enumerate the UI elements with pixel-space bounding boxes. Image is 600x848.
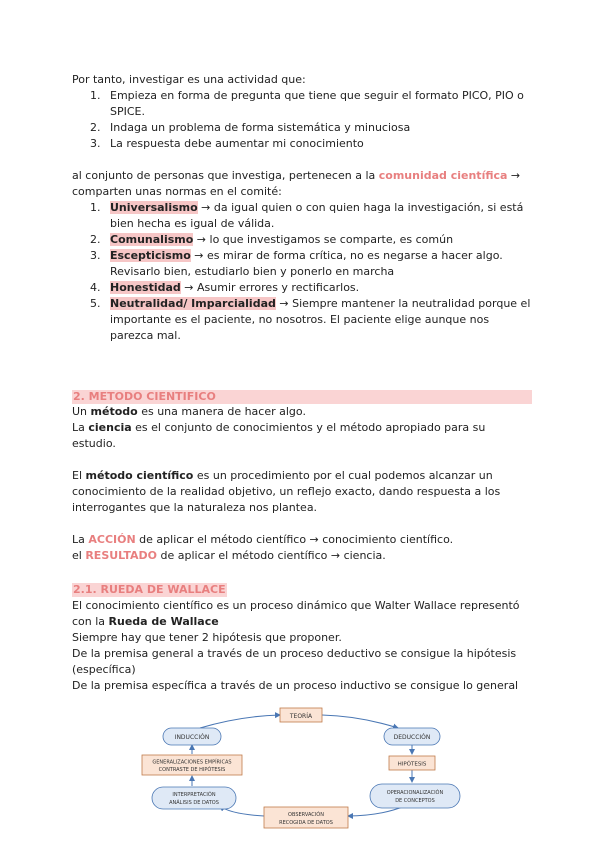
list-item: 2. Comunalismo → lo que investigamos se comparte, es común	[90, 233, 454, 246]
operacionalizacion-label-1: OPERACIONALIZACIÓN	[386, 790, 444, 796]
investigation-section	[72, 72, 532, 152]
section-heading: 2. METODO CIENTIFICO	[72, 390, 532, 404]
deduccion-label: DEDUCCIÓN	[393, 734, 431, 741]
induccion-label: INDUCCIÓN	[174, 734, 210, 741]
paragraph: De la premisa específica a través de un proceso inductivo se consigue lo general	[72, 679, 519, 692]
norms-list	[72, 200, 532, 344]
operacionalizacion-oval	[370, 784, 460, 808]
paragraph: el RESULTADO de aplicar el método científico → ciencia.	[72, 549, 386, 562]
community-term: comunidad científica	[378, 169, 508, 182]
observacion-label-2: RECOGIDA DE DATOS	[279, 820, 333, 826]
paragraph: La ciencia es el conjunto de conocimientos y el método apropiado para su estudio.	[72, 421, 486, 450]
paragraph: El método científico es un procedimiento por el cual podemos alcanzar un conocimiento de la realidad objetivo, un reflejo exacto, dando respuesta a los interrogantes que la naturaleza nos plantea.	[72, 469, 501, 514]
community-section	[72, 168, 532, 344]
observacion-label-1: OBSERVACIÓN	[288, 812, 324, 818]
list-item: 3. La respuesta debe aumentar mi conocimiento	[90, 137, 364, 150]
arrow-teoria-deduccion	[322, 715, 398, 728]
generalizaciones-label-1: GENERALIZACIONES EMPÍRICAS	[152, 759, 232, 766]
list-item: 1. Universalismo → da igual quien o con quien haga la investigación, si está bien hecha es igual de válida.	[90, 201, 524, 230]
generalizaciones-label-2: CONTRASTE DE HIPÓTESIS	[158, 767, 226, 773]
interpretacion-label-2: ANÁLISIS DE DATOS	[169, 800, 219, 806]
paragraph: La ACCIÓN de aplicar el método científico → conocimiento científico.	[72, 533, 454, 546]
hipotesis-label: HIPÓTESIS	[397, 761, 427, 768]
list-item: 1. Empieza en forma de pregunta que tiene que seguir el formato PICO, PIO o SPICE.	[90, 89, 524, 118]
intro-text: Por tanto, investigar es una actividad que:	[72, 73, 306, 86]
paragraph: De la premisa general a través de un proceso deductivo se consigue la hipótesis (específica)	[72, 647, 517, 676]
teoria-label: TEORÍA	[289, 713, 313, 720]
investigation-list	[72, 88, 532, 152]
section-heading: 2.1. RUEDA DE WALLACE	[73, 583, 226, 596]
list-item: 4. Honestidad → Asumir errores y rectificarlos.	[90, 281, 360, 294]
arrow-induccion-teoria	[200, 715, 280, 728]
scientific-method-section	[72, 390, 532, 564]
list-item: 3. Escepticismo → es mirar de forma crítica, no es negarse a hacer algo. Revisarlo bien, estudiarlo bien y ponerlo en marcha	[90, 249, 503, 278]
list-item: 2. Indaga un problema de forma sistemática y minuciosa	[90, 121, 411, 134]
wallace-section	[72, 582, 532, 694]
wallace-wheel-diagram	[130, 706, 470, 832]
paragraph: Un método es una manera de hacer algo.	[72, 405, 306, 418]
operacionalizacion-label-2: DE CONCEPTOS	[395, 798, 435, 804]
list-item: 5. Neutralidad/ Imparcialidad → Siempre mantener la neutralidad porque el importante es el paciente, no nosotros. El paciente elige aunque nos parezca mal.	[90, 297, 531, 342]
community-text: al conjunto de personas que investiga, pertenecen a la comunidad científica → comparten unas normas en el comité:	[72, 169, 521, 198]
paragraph: El conocimiento científico es un proceso dinámico que Walter Wallace representó con la Rueda de Wallace	[72, 599, 520, 628]
interpretacion-label-1: INTERPRETACIÓN	[172, 792, 216, 798]
paragraph: Siempre hay que tener 2 hipótesis que proponer.	[72, 631, 342, 644]
